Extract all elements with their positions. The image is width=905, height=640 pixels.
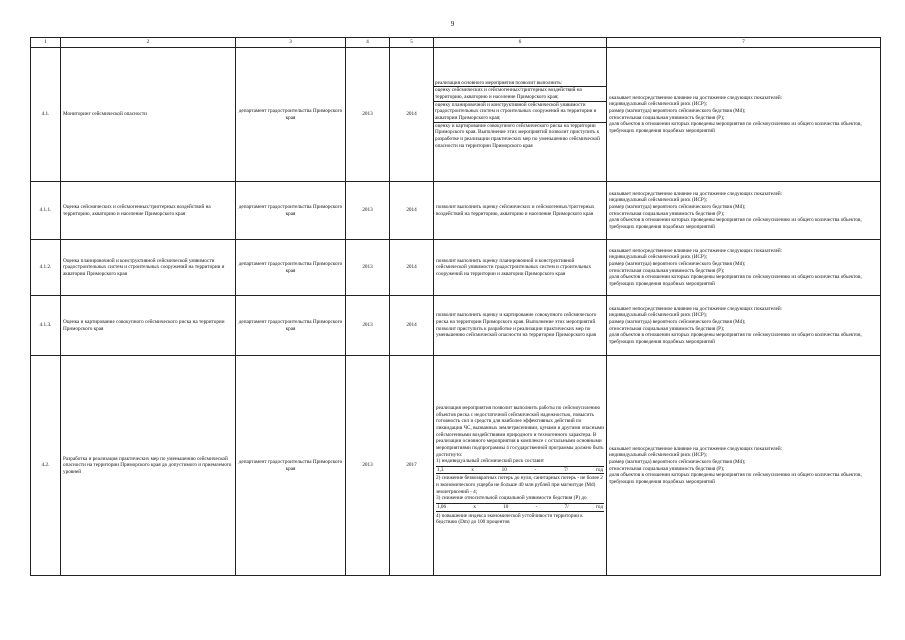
- indicator-line: оказывает непосредственное влияние на достижение следующих показателей:: [609, 305, 783, 312]
- header-cell: 1: [31, 38, 61, 48]
- responsible-dept: департамент градостроительства Приморского края: [236, 296, 346, 356]
- end-year: 2014: [390, 296, 434, 356]
- page-number: 9: [450, 20, 455, 28]
- end-year: 2014: [390, 182, 434, 240]
- indicator-line: индивидуальный сейсмический риск (ИСР);: [609, 101, 707, 108]
- header-cell: 3: [236, 38, 346, 48]
- responsible-dept: департамент градостроительства Приморского края: [236, 182, 346, 240]
- result-item: 1) индивидуальный сейсмический риск составит: [436, 458, 545, 465]
- expected-result: позволит выполнить оценку и картирование совокупного сейсмического риска на территории Приморского края. Выполнение этих мероприятий позволит приступить к разработке и реализации практических мер по уменьшению сейсмической опасности на территории Приморского края: [434, 296, 607, 356]
- indicators: [607, 356, 881, 576]
- indicators: [607, 48, 881, 182]
- header-cell: 7: [607, 38, 881, 48]
- indicator-line: относительная социальная уязвимость бедствия (Р);: [609, 267, 725, 274]
- table-row: [31, 182, 881, 240]
- responsible-dept: департамент градостроительства Приморского края: [236, 240, 346, 296]
- measures-table: [30, 37, 881, 576]
- table-row: [31, 356, 881, 576]
- row-number: 4.1.: [31, 48, 61, 182]
- row-number: 4.1.2.: [31, 240, 61, 296]
- measure-name: Оценка сейсмических и сейсмогенных/триггерных воздействий на территорию, акваторию и население Приморского края: [61, 182, 236, 240]
- formula-part: -: [534, 466, 537, 473]
- measure-name: Мониторинг сейсмической опасности: [61, 48, 236, 182]
- indicator-line: относительная социальная уязвимость бедствия (Р);: [609, 465, 725, 472]
- indicator-line: индивидуальный сейсмический риск (ИСР);: [609, 197, 707, 204]
- end-year: 2014: [390, 240, 434, 296]
- indicator-line: размер (магнитуда) вероятного сейсмического бедствия (Md);: [609, 107, 746, 114]
- indicator-line: оказывает непосредственное влияние на достижение следующих показателей:: [609, 445, 783, 452]
- result-part: оценку планировочной и конструктивной сейсмической уязвимости градостроительных систем и строительных сооружений на территории и акватории Приморского края;: [434, 102, 606, 123]
- formula-part: x: [471, 466, 474, 473]
- indicator-line: доля объектов в отношении которых проведены мероприятия по сейсмоусилению из общего количества объектов, требующих проведения подобных мероприятий: [609, 332, 862, 345]
- indicator-line: относительная социальная уязвимость бедствия (Р);: [609, 114, 725, 121]
- expected-result: [434, 356, 607, 576]
- header-cell: 6: [434, 38, 607, 48]
- measure-name: Разработка и реализация практических мер по уменьшению сейсмической опасности на территории Приморского края до допустимого и приемлемого уровней: [61, 356, 236, 576]
- formula-part: 7/: [564, 504, 569, 511]
- formula-part: 1,06: [437, 504, 447, 511]
- result-item: 4) повышение индекса экономической устойчивости территории к бедствию (Dm) до 100 процентов: [436, 512, 583, 526]
- result-item: 2) снижение безвозвратных потерь до нуля, санитарных потерь - не более 2 и экономического ущерба не больше 40 млн рублей при магнитуде (Md) землетрясений - 4;: [436, 475, 603, 495]
- indicator-line: доля объектов в отношении которых проведены мероприятия по сейсмоусилению из общего количества объектов, требующих проведения подобных мероприятий: [609, 472, 862, 485]
- indicator-line: доля объектов в отношении которых проведены мероприятия по сейсмоусилению из общего количества объектов, требующих проведения подобных мероприятий: [609, 121, 862, 134]
- formula-part: год: [595, 466, 603, 473]
- formula-part: год: [595, 504, 603, 511]
- indicator-line: размер (магнитуда) вероятного сейсмического бедствия (Md);: [609, 318, 746, 325]
- start-year: 2013: [346, 356, 390, 576]
- indicator-line: оказывает непосредственное влияние на достижение следующих показателей:: [609, 190, 783, 197]
- indicator-line: размер (магнитуда) вероятного сейсмического бедствия (Md);: [609, 260, 746, 267]
- start-year: 2013: [346, 296, 390, 356]
- expected-result: позволит выполнить оценку сейсмических и сейсмогенных/триггерных воздействий на территорию, акваторию и население Приморского края: [434, 182, 607, 240]
- row-number: 4.2.: [31, 356, 61, 576]
- start-year: 2013: [346, 182, 390, 240]
- indicator-line: индивидуальный сейсмический риск (ИСР);: [609, 312, 707, 319]
- indicator-line: оказывает непосредственное влияние на достижение следующих показателей:: [609, 94, 783, 101]
- indicator-line: относительная социальная уязвимость бедствия (Р);: [609, 325, 725, 332]
- formula-part: -: [535, 504, 538, 511]
- row-number: 4.1.3.: [31, 296, 61, 356]
- end-year: 2014: [390, 48, 434, 182]
- formula-part: 1,3: [437, 466, 444, 473]
- expected-result: позволит выполнить оценку планировочной и конструктивной сейсмической уязвимости градостроительных систем и строительных сооружений на территории и акватории Приморского края: [434, 240, 607, 296]
- vulnerability-formula: [436, 503, 604, 512]
- table-row: [31, 296, 881, 356]
- result-item: 3) снижение относительной социальной уязвимости бедствия (Р) до: [436, 495, 587, 502]
- header-cell: 4: [346, 38, 390, 48]
- indicator-line: размер (магнитуда) вероятного сейсмического бедствия (Md);: [609, 203, 746, 210]
- expected-result: [434, 48, 607, 182]
- formula-part: 7/: [564, 466, 569, 473]
- indicator-line: доля объектов в отношении которых проведены мероприятия по сейсмоусилению из общего количества объектов, требующих проведения подобных мероприятий: [609, 274, 862, 287]
- result-part: оценку и картирование совокупного сейсмического риска на территории Приморского края. Выполнение этих мероприятий позволит приступить к разработке и реализации практических мер по уменьшению сейсмической опасности на территории Приморского края: [435, 122, 600, 149]
- end-year: 2017: [390, 356, 434, 576]
- header-cell: 2: [61, 38, 236, 48]
- responsible-dept: департамент градостроительства Приморского края: [236, 48, 346, 182]
- indicators: [607, 240, 881, 296]
- result-part: реализация основного мероприятия позволит выполнить:: [434, 80, 606, 88]
- responsible-dept: департамент градостроительства Приморского края: [236, 356, 346, 576]
- risk-formula: [436, 466, 604, 475]
- indicator-line: оказывает непосредственное влияние на достижение следующих показателей:: [609, 247, 783, 254]
- table-row: [31, 48, 881, 182]
- result-intro: реализация мероприятия позволит выполнить работы по сейсмоусилению объектов риска с недостаточной сейсмической надежностью, повысить готовность сил и средств для наиболее эффективных действий по ликвидации ЧС, вызванных землетрясениями, цунами и другими опасными сейсмогенными воздействиями природного и техногенного характера. В реализации основного мероприятия в комплексе с остальными основными мероприятиями подпрограммы 4 государственной программы должно быть достигнуто:: [436, 404, 604, 458]
- header-row: [31, 38, 881, 48]
- result-part: оценку сейсмических и сейсмогенных/триггерных воздействий на территорию, акваторию и население Приморского края;: [434, 87, 606, 101]
- row-number: 4.1.1.: [31, 182, 61, 240]
- indicator-line: размер (магнитуда) вероятного сейсмического бедствия (Md);: [609, 458, 746, 465]
- indicators: [607, 296, 881, 356]
- start-year: 2013: [346, 240, 390, 296]
- table-row: [31, 240, 881, 296]
- indicator-line: относительная социальная уязвимость бедствия (Р);: [609, 210, 725, 217]
- measure-name: Оценка и картирование совокупного сейсмического риска на территории Приморского края: [61, 296, 236, 356]
- formula-part: 10: [501, 466, 507, 473]
- indicators: [607, 182, 881, 240]
- formula-part: x: [473, 504, 476, 511]
- indicator-line: доля объектов в отношении которых проведены мероприятия по сейсмоусилению из общего количества объектов, требующих проведения подобных мероприятий: [609, 217, 862, 230]
- header-cell: 5: [390, 38, 434, 48]
- measure-name: Оценка планировочной и конструктивной сейсмической уязвимости градостроительных систем и строительных сооружений на территории и акватории Приморского края: [61, 240, 236, 296]
- indicator-line: индивидуальный сейсмический риск (ИСР);: [609, 254, 707, 261]
- start-year: 2013: [346, 48, 390, 182]
- indicator-line: индивидуальный сейсмический риск (ИСР);: [609, 452, 707, 459]
- formula-part: 10: [503, 504, 509, 511]
